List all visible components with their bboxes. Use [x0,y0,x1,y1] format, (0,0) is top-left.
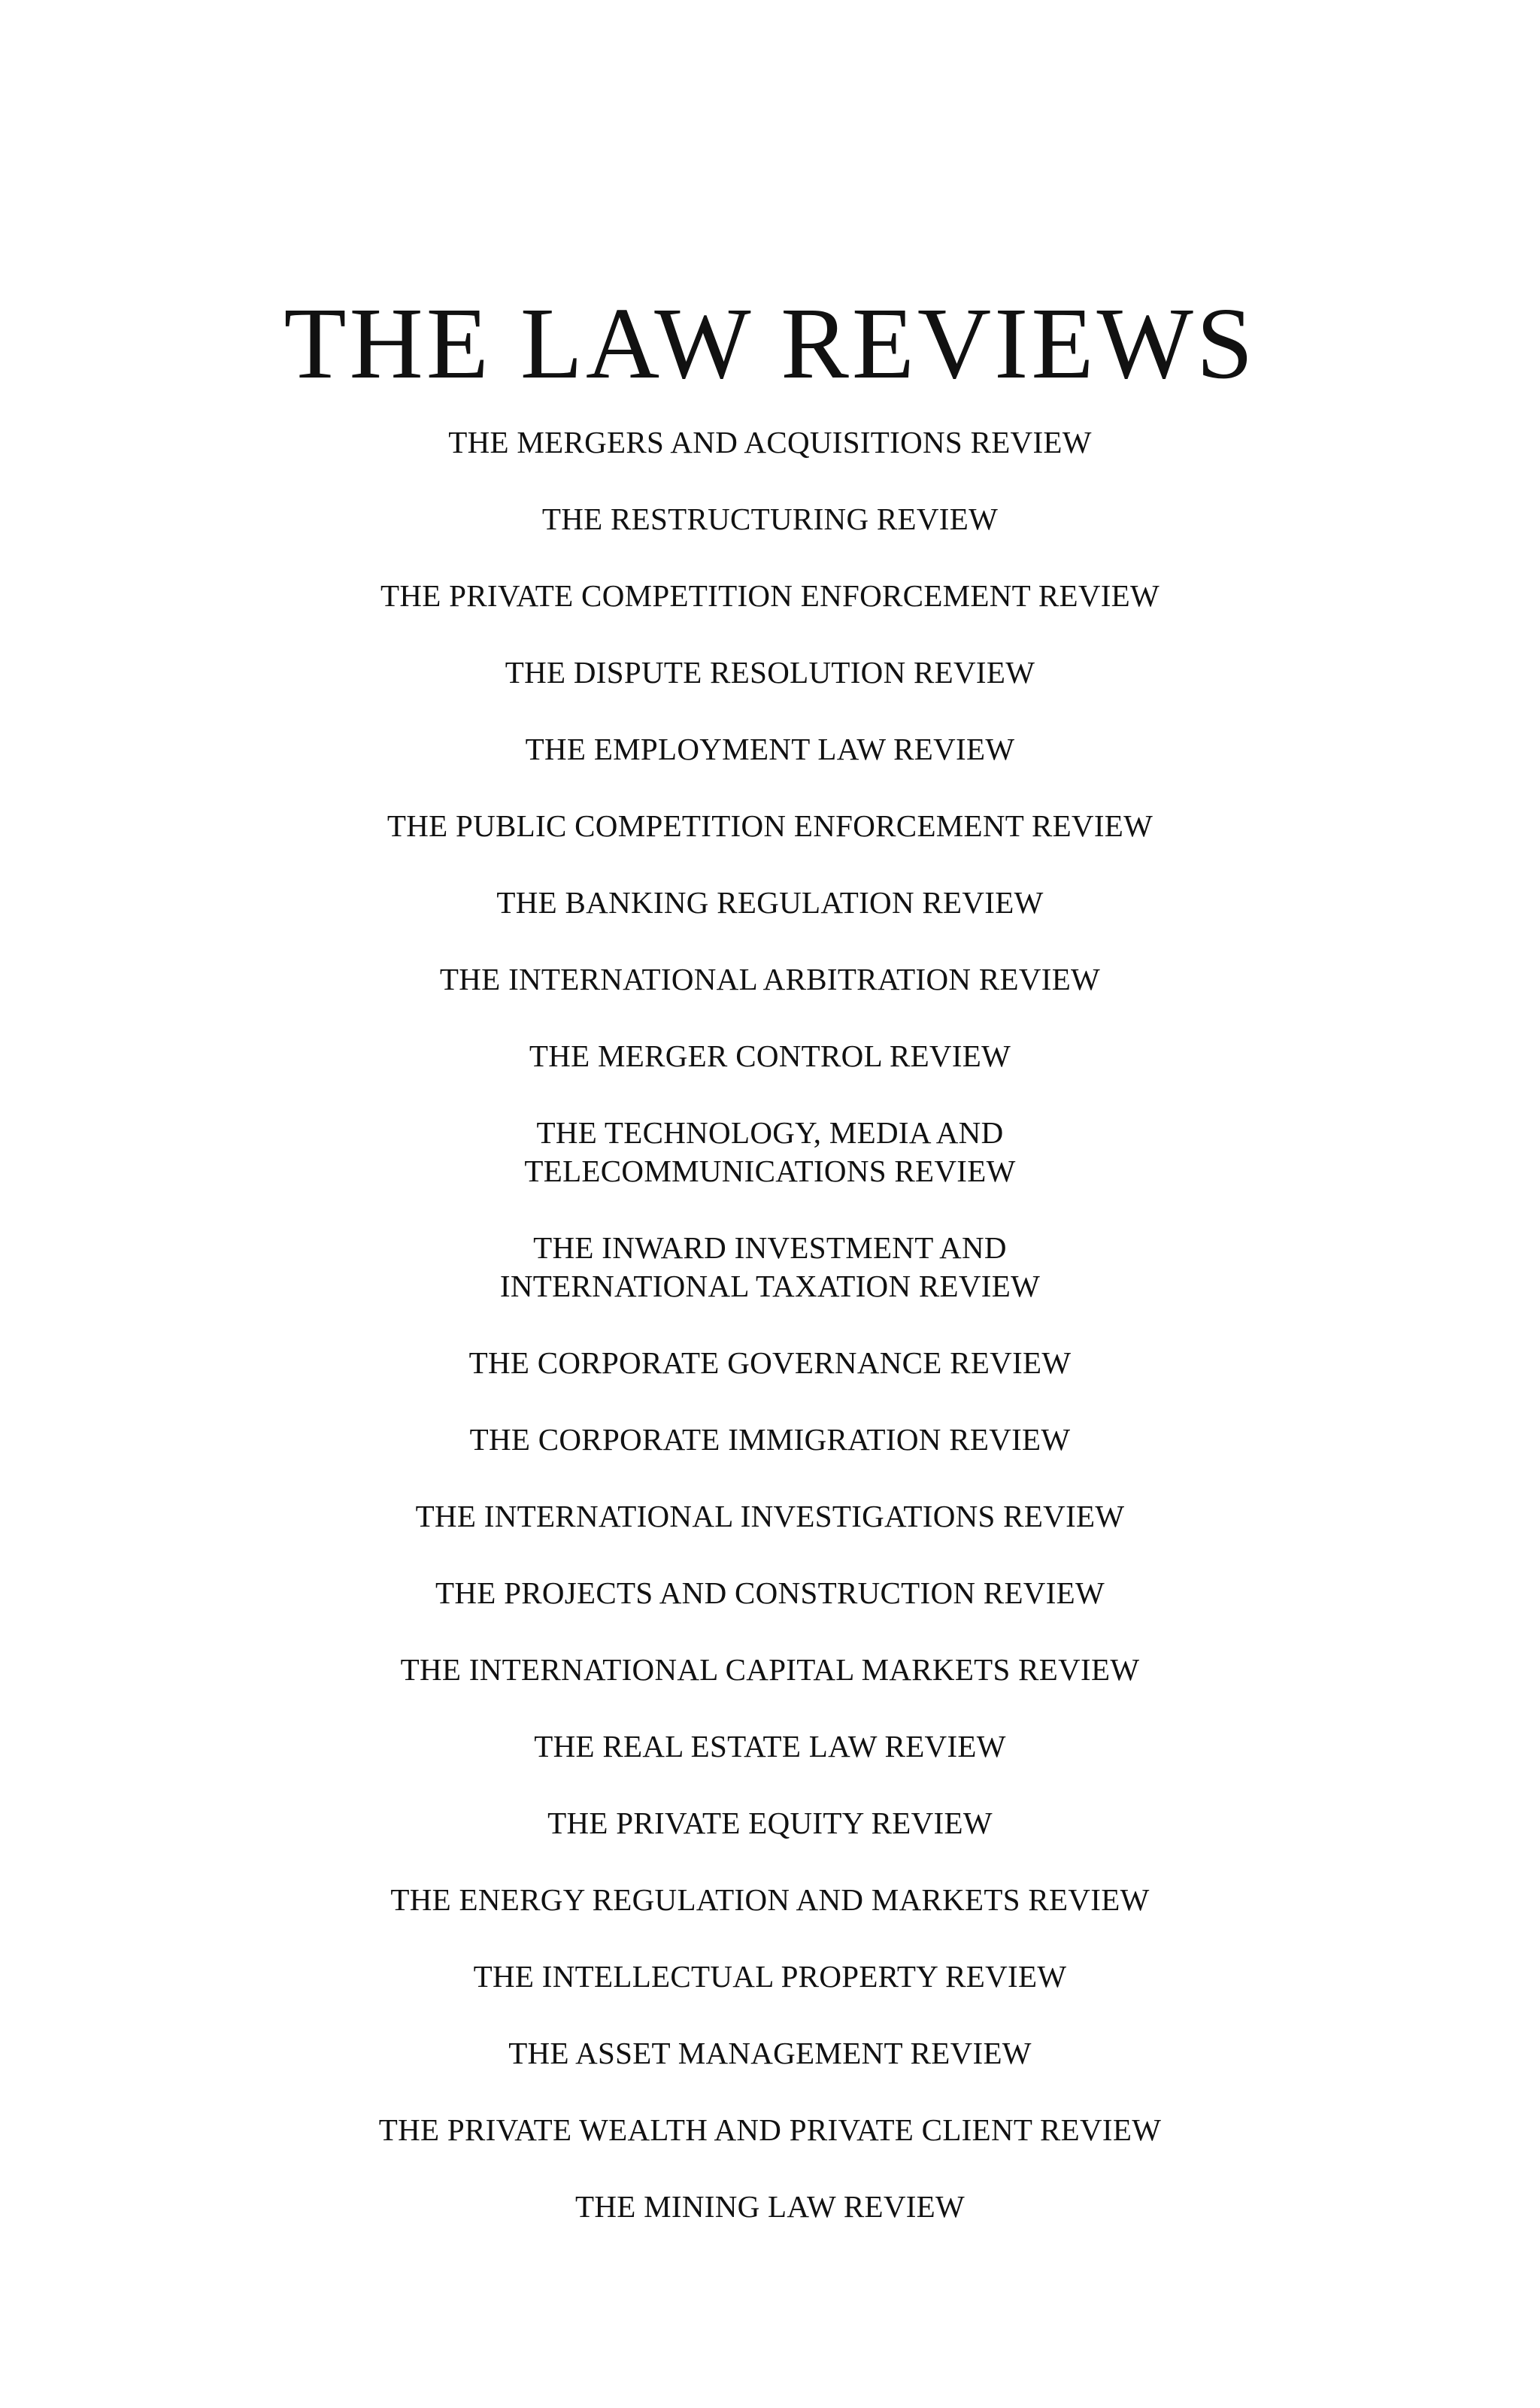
review-title-line: THE INWARD INVESTMENT AND [533,1230,1007,1265]
review-title-line: THE EMPLOYMENT LAW REVIEW [525,732,1015,766]
review-title [0,2111,1540,2149]
review-title [0,807,1540,845]
review-title-line: THE RESTRUCTURING REVIEW [541,502,999,536]
review-title [0,654,1540,692]
review-title [0,960,1540,999]
review-title-line: THE PRIVATE EQUITY REVIEW [547,1806,993,1840]
review-title [0,2034,1540,2073]
review-title [0,1229,1540,1306]
review-title [0,577,1540,615]
review-title-line: THE DISPUTE RESOLUTION REVIEW [505,655,1035,690]
review-title-line: THE BANKING REGULATION REVIEW [496,885,1044,920]
review-title [0,1421,1540,1459]
review-title [0,1651,1540,1689]
review-title-line: THE ASSET MANAGEMENT REVIEW [508,2036,1032,2070]
review-title-line: THE MERGER CONTROL REVIEW [529,1039,1011,1073]
review-title-line: THE TECHNOLOGY, MEDIA AND [536,1115,1004,1150]
review-title-line: INTERNATIONAL TAXATION REVIEW [499,1269,1041,1303]
review-title [0,500,1540,538]
review-title-line: THE MERGERS AND ACQUISITIONS REVIEW [448,425,1092,459]
review-title-line: THE PRIVATE WEALTH AND PRIVATE CLIENT REVIEW [378,2112,1162,2147]
review-title [0,1574,1540,1612]
review-title-line: THE INTERNATIONAL CAPITAL MARKETS REVIEW [400,1652,1140,1687]
review-title [0,1344,1540,1382]
review-title-line: TELECOMMUNICATIONS REVIEW [524,1154,1016,1188]
review-title-line: THE INTELLECTUAL PROPERTY REVIEW [473,1959,1067,1994]
review-title [0,884,1540,922]
review-title [0,1881,1540,1919]
review-title [0,2188,1540,2226]
review-title-line: THE REAL ESTATE LAW REVIEW [534,1729,1006,1764]
review-title [0,423,1540,462]
review-title [0,1037,1540,1075]
review-title-line: THE INTERNATIONAL INVESTIGATIONS REVIEW [415,1499,1125,1533]
review-title [0,1114,1540,1190]
review-title-line: THE INTERNATIONAL ARBITRATION REVIEW [439,962,1101,996]
review-title-line: THE ENERGY REGULATION AND MARKETS REVIEW [390,1882,1150,1917]
review-title-line: THE CORPORATE IMMIGRATION REVIEW [469,1422,1071,1457]
review-title-line: THE PRIVATE COMPETITION ENFORCEMENT REVIEW [380,578,1160,613]
review-title [0,1727,1540,1766]
review-title [0,1958,1540,1996]
review-title-line: THE PUBLIC COMPETITION ENFORCEMENT REVIEW [387,808,1153,843]
review-title [0,1804,1540,1842]
review-title [0,1497,1540,1536]
review-title [0,730,1540,769]
page-title: THE LAW REVIEWS [283,287,1257,401]
review-title-line: THE PROJECTS AND CONSTRUCTION REVIEW [435,1576,1105,1610]
review-title-line: THE MINING LAW REVIEW [574,2189,966,2224]
review-title-line: THE CORPORATE GOVERNANCE REVIEW [468,1345,1072,1380]
